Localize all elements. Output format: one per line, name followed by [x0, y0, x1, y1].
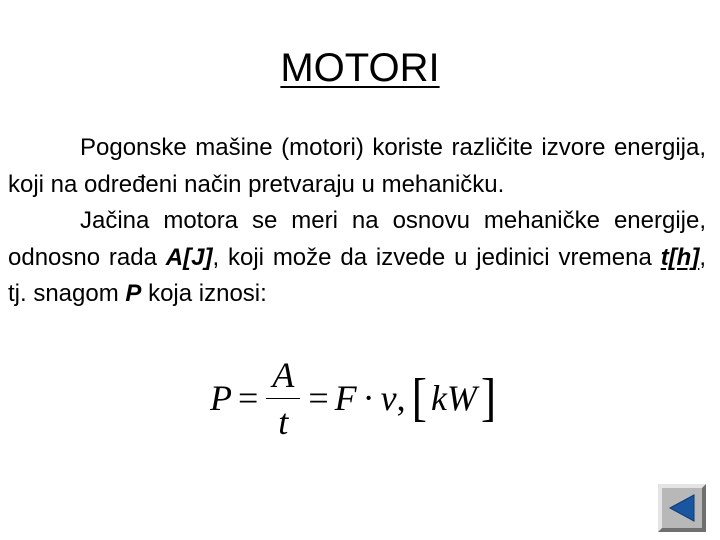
paragraph-1	[8, 130, 706, 203]
formula-equals-2: =	[308, 378, 329, 418]
paragraph-2-part3: , tj. snagom	[8, 243, 706, 307]
paragraph-2-part2: , koji može da izvede u jedinici vremena	[212, 243, 661, 271]
paragraph-2	[8, 203, 706, 313]
formula-lhs: P	[210, 378, 232, 418]
work-symbol: A[J]	[165, 243, 213, 271]
formula-velocity: v	[380, 378, 397, 418]
paragraph-2-part4: koja iznosi:	[141, 280, 267, 307]
back-button[interactable]	[658, 484, 706, 532]
paragraph-1-text: Pogonske mašine (motori) koriste različite izvore energija, koji na određeni način pretvaraju u mehaničku.	[8, 134, 706, 198]
formula-comma: ,	[396, 378, 406, 418]
power-symbol: P	[125, 280, 142, 307]
time-symbol: t[h]	[660, 243, 700, 271]
formula-unit: kW	[430, 378, 477, 418]
paragraph-2-part1: Jačina motora se meri na osnovu mehaničke energije, odnosno rada	[8, 207, 706, 271]
triangle-left-icon	[666, 492, 698, 524]
formula-equals-1: =	[238, 378, 259, 418]
formula-force: F	[334, 378, 357, 418]
title-text: MOTORI	[280, 46, 440, 90]
formula-numerator: A	[266, 356, 300, 399]
formula-bracket-close: ]	[480, 368, 497, 427]
formula-dot: ·	[362, 378, 375, 418]
power-formula	[210, 352, 496, 444]
formula-bracket-open: [	[411, 368, 427, 427]
formula-fraction	[266, 356, 300, 441]
slide-body	[8, 130, 706, 313]
formula-denominator: t	[278, 401, 289, 442]
page-title	[0, 44, 720, 92]
